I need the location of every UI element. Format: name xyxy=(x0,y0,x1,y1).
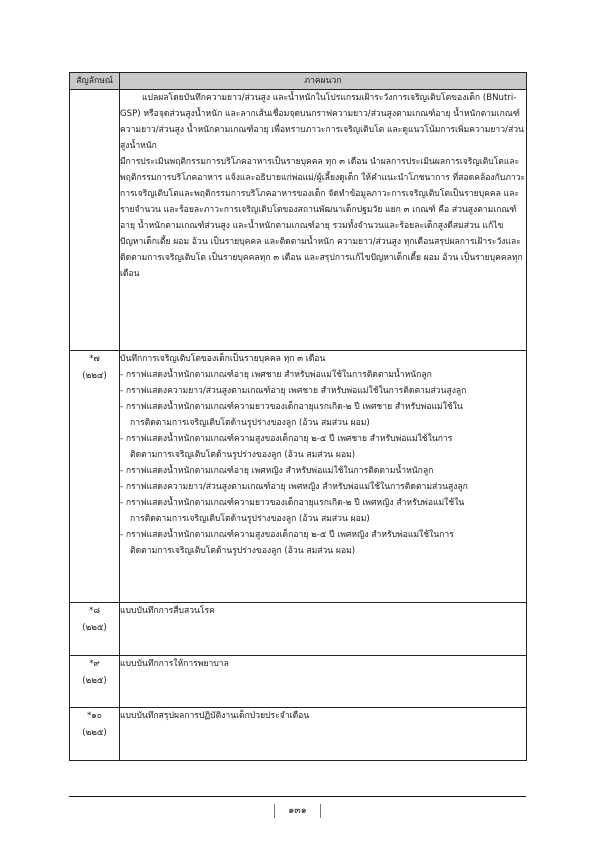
symbol-cell xyxy=(70,708,120,761)
description-cell xyxy=(120,90,527,351)
symbol-page: (๒๒๕) xyxy=(82,623,107,633)
table-row xyxy=(70,708,527,761)
symbol-page: (๒๒๕) xyxy=(82,676,107,686)
table-row xyxy=(70,351,527,603)
page-number: ๑๓๑ xyxy=(288,805,307,816)
list-item: - กราฟแสดงน้ำหนักตามเกณฑ์อายุ เพศหญิง สำหรับพ่อแม่ใช้ในการติดตามน้ำหนักลูก xyxy=(120,466,434,476)
table-row xyxy=(70,90,527,351)
appendix-title: แบบบันทึกการให้การพยาบาล xyxy=(120,659,229,669)
page-number-block xyxy=(0,803,595,818)
appendix-table xyxy=(69,72,527,761)
symbol-code: *๗ xyxy=(89,354,100,364)
list-item: - กราฟแสดงน้ำหนักตามเกณฑ์ความสูงของเด็กอายุ ๒-๕ ปี เพศชาย สำหรับพ่อแม่ใช้ในการ xyxy=(120,434,453,444)
table-row xyxy=(70,656,527,708)
page-number-divider-left xyxy=(274,804,275,818)
appendix-cell xyxy=(120,656,527,708)
list-item: - กราฟแสดงน้ำหนักตามเกณฑ์ความสูงของเด็กอายุ ๒-๕ ปี เพศหญิง สำหรับพ่อแม่ใช้ในการ xyxy=(120,530,454,540)
list-item: - กราฟแสดงน้ำหนักตามเกณฑ์อายุ เพศชาย สำหรับพ่อแม่ใช้ในการติดตามน้ำหนักลูก xyxy=(120,370,432,380)
appendix-title: แบบบันทึกสรุปผลการปฏิบัติงานเด็กป่วยประจำเดือน xyxy=(120,711,310,721)
appendix-title: บันทึกการเจริญเติบโตของเด็กเป็นรายบุคคล ทุก ๓ เดือน xyxy=(120,354,326,364)
page-number-divider-right xyxy=(320,804,321,818)
appendix-cell xyxy=(120,351,527,603)
list-item-continuation: ติดตามการเจริญเติบโตด้านรูปร่างของลูก (อ้วน สมส่วน ผอม) xyxy=(130,546,356,556)
appendix-cell xyxy=(120,603,527,656)
footer-rule xyxy=(69,796,526,797)
symbol-code: *๘ xyxy=(89,606,100,616)
header-symbol: สัญลักษณ์ xyxy=(70,73,120,90)
symbol-cell xyxy=(70,603,120,656)
symbol-page: (๒๒๕) xyxy=(82,728,107,738)
paragraph-interpretation: แปลผลโดยบันทึกความยาว/ส่วนสูง และน้ำหนักในโปรแกรมเฝ้าระวังการเจริญเติบโตของเด็ก (BNutri-GSP) หรือจุดส่วนสูงน้ำหนัก และลากเส้นเชื่อมจุดบนกราฟความยาว/ส่วนสูงตามเกณฑ์อายุ น้ำหนักตามเกณฑ์ความยาว/ส่วนสูง น้ำหนักตามเกณฑ์อายุ เพื่อทราบภาวะการเจริญเติบโต และดูแนวโน้มการเพิ่มความยาว/ส่วนสูงน้ำหนัก xyxy=(120,93,524,151)
list-item-continuation: ติดตามการเจริญเติบโตด้านรูปร่างของลูก (อ้วน สมส่วน ผอม) xyxy=(130,450,356,460)
list-item-continuation: การติดตามการเจริญเติบโตด้านรูปร่างของลูก (อ้วน สมส่วน ผอม) xyxy=(130,514,370,524)
list-item-continuation: การติดตามการเจริญเติบโตด้านรูปร่างของลูก (อ้วน สมส่วน ผอม) xyxy=(130,418,370,428)
header-appendix: ภาคผนวก xyxy=(120,73,527,90)
symbol-cell-empty xyxy=(70,90,120,351)
list-item: - กราฟแสดงความยาว/ส่วนสูงตามเกณฑ์อายุ เพศหญิง สำหรับพ่อแม่ใช้ในการติดตามส่วนสูงลูก xyxy=(120,482,468,492)
symbol-code: *๙ xyxy=(89,659,100,669)
symbol-page: (๒๒๔) xyxy=(82,371,107,381)
symbol-cell xyxy=(70,656,120,708)
list-item: - กราฟแสดงน้ำหนักตามเกณฑ์ความยาวของเด็กอายุแรกเกิด-๒ ปี เพศชาย สำหรับพ่อแม่ใช้ใน xyxy=(120,402,463,412)
list-item: - กราฟแสดงความยาว/ส่วนสูงตามเกณฑ์อายุ เพศชาย สำหรับพ่อแม่ใช้ในการติดตามส่วนสูงลูก xyxy=(120,386,467,396)
table-row xyxy=(70,603,527,656)
table-header-row xyxy=(70,73,527,90)
list-item: - กราฟแสดงน้ำหนักตามเกณฑ์ความยาวของเด็กอายุแรกเกิด-๒ ปี เพศหญิง สำหรับพ่อแม่ใช้ใน xyxy=(120,498,465,508)
symbol-cell xyxy=(70,351,120,603)
appendix-title: แบบบันทึกการสืบสวนโรค xyxy=(120,606,215,616)
paragraph-assessment: มีการประเมินพฤติกรรมการบริโภคอาหารเป็นรายบุคคล ทุก ๓ เดือน นำผลการประเมินผลการเจริญเติบโตและพฤติกรรมการบริโภคอาหาร แจ้งและอธิบายแก่พ่อแม่/ผู้เลี้ยงดูเด็ก ให้คำแนะนำโภชนาการ ที่สอดคล้องกับภาวะการเจริญเติบโตและพฤติกรรมการบริโภคอาหารของเด็ก จัดทำข้อมูลภาวะการเจริญเติบโตเป็นรายบุคคล และรายจำนวน และร้อยละภาวะการเจริญเติบโตของสถานพัฒนาเด็กปฐมวัย แยก ๓ เกณฑ์ คือ ส่วนสูงตามเกณฑ์อายุ น้ำหนักตามเกณฑ์ส่วนสูง และน้ำหนักตามเกณฑ์อายุ รวมทั้งจำนวนและร้อยละเด็กสูงดีสมส่วน แก้ไขปัญหาเด็กเตี้ย ผอม อ้วน เป็นรายบุคคล และติดตามน้ำหนัก ความยาว/ส่วนสูง ทุกเดือนสรุปผลการเฝ้าระวังและติดตามการเจริญเติบโต เป็นรายบุคคลทุก ๓ เดือน และสรุปการแก้ไขปัญหาเด็กเตี้ย ผอม อ้วน เป็นรายบุคคลทุกเดือน xyxy=(120,157,526,279)
appendix-cell xyxy=(120,708,527,761)
symbol-code: *๑๐ xyxy=(87,711,102,721)
